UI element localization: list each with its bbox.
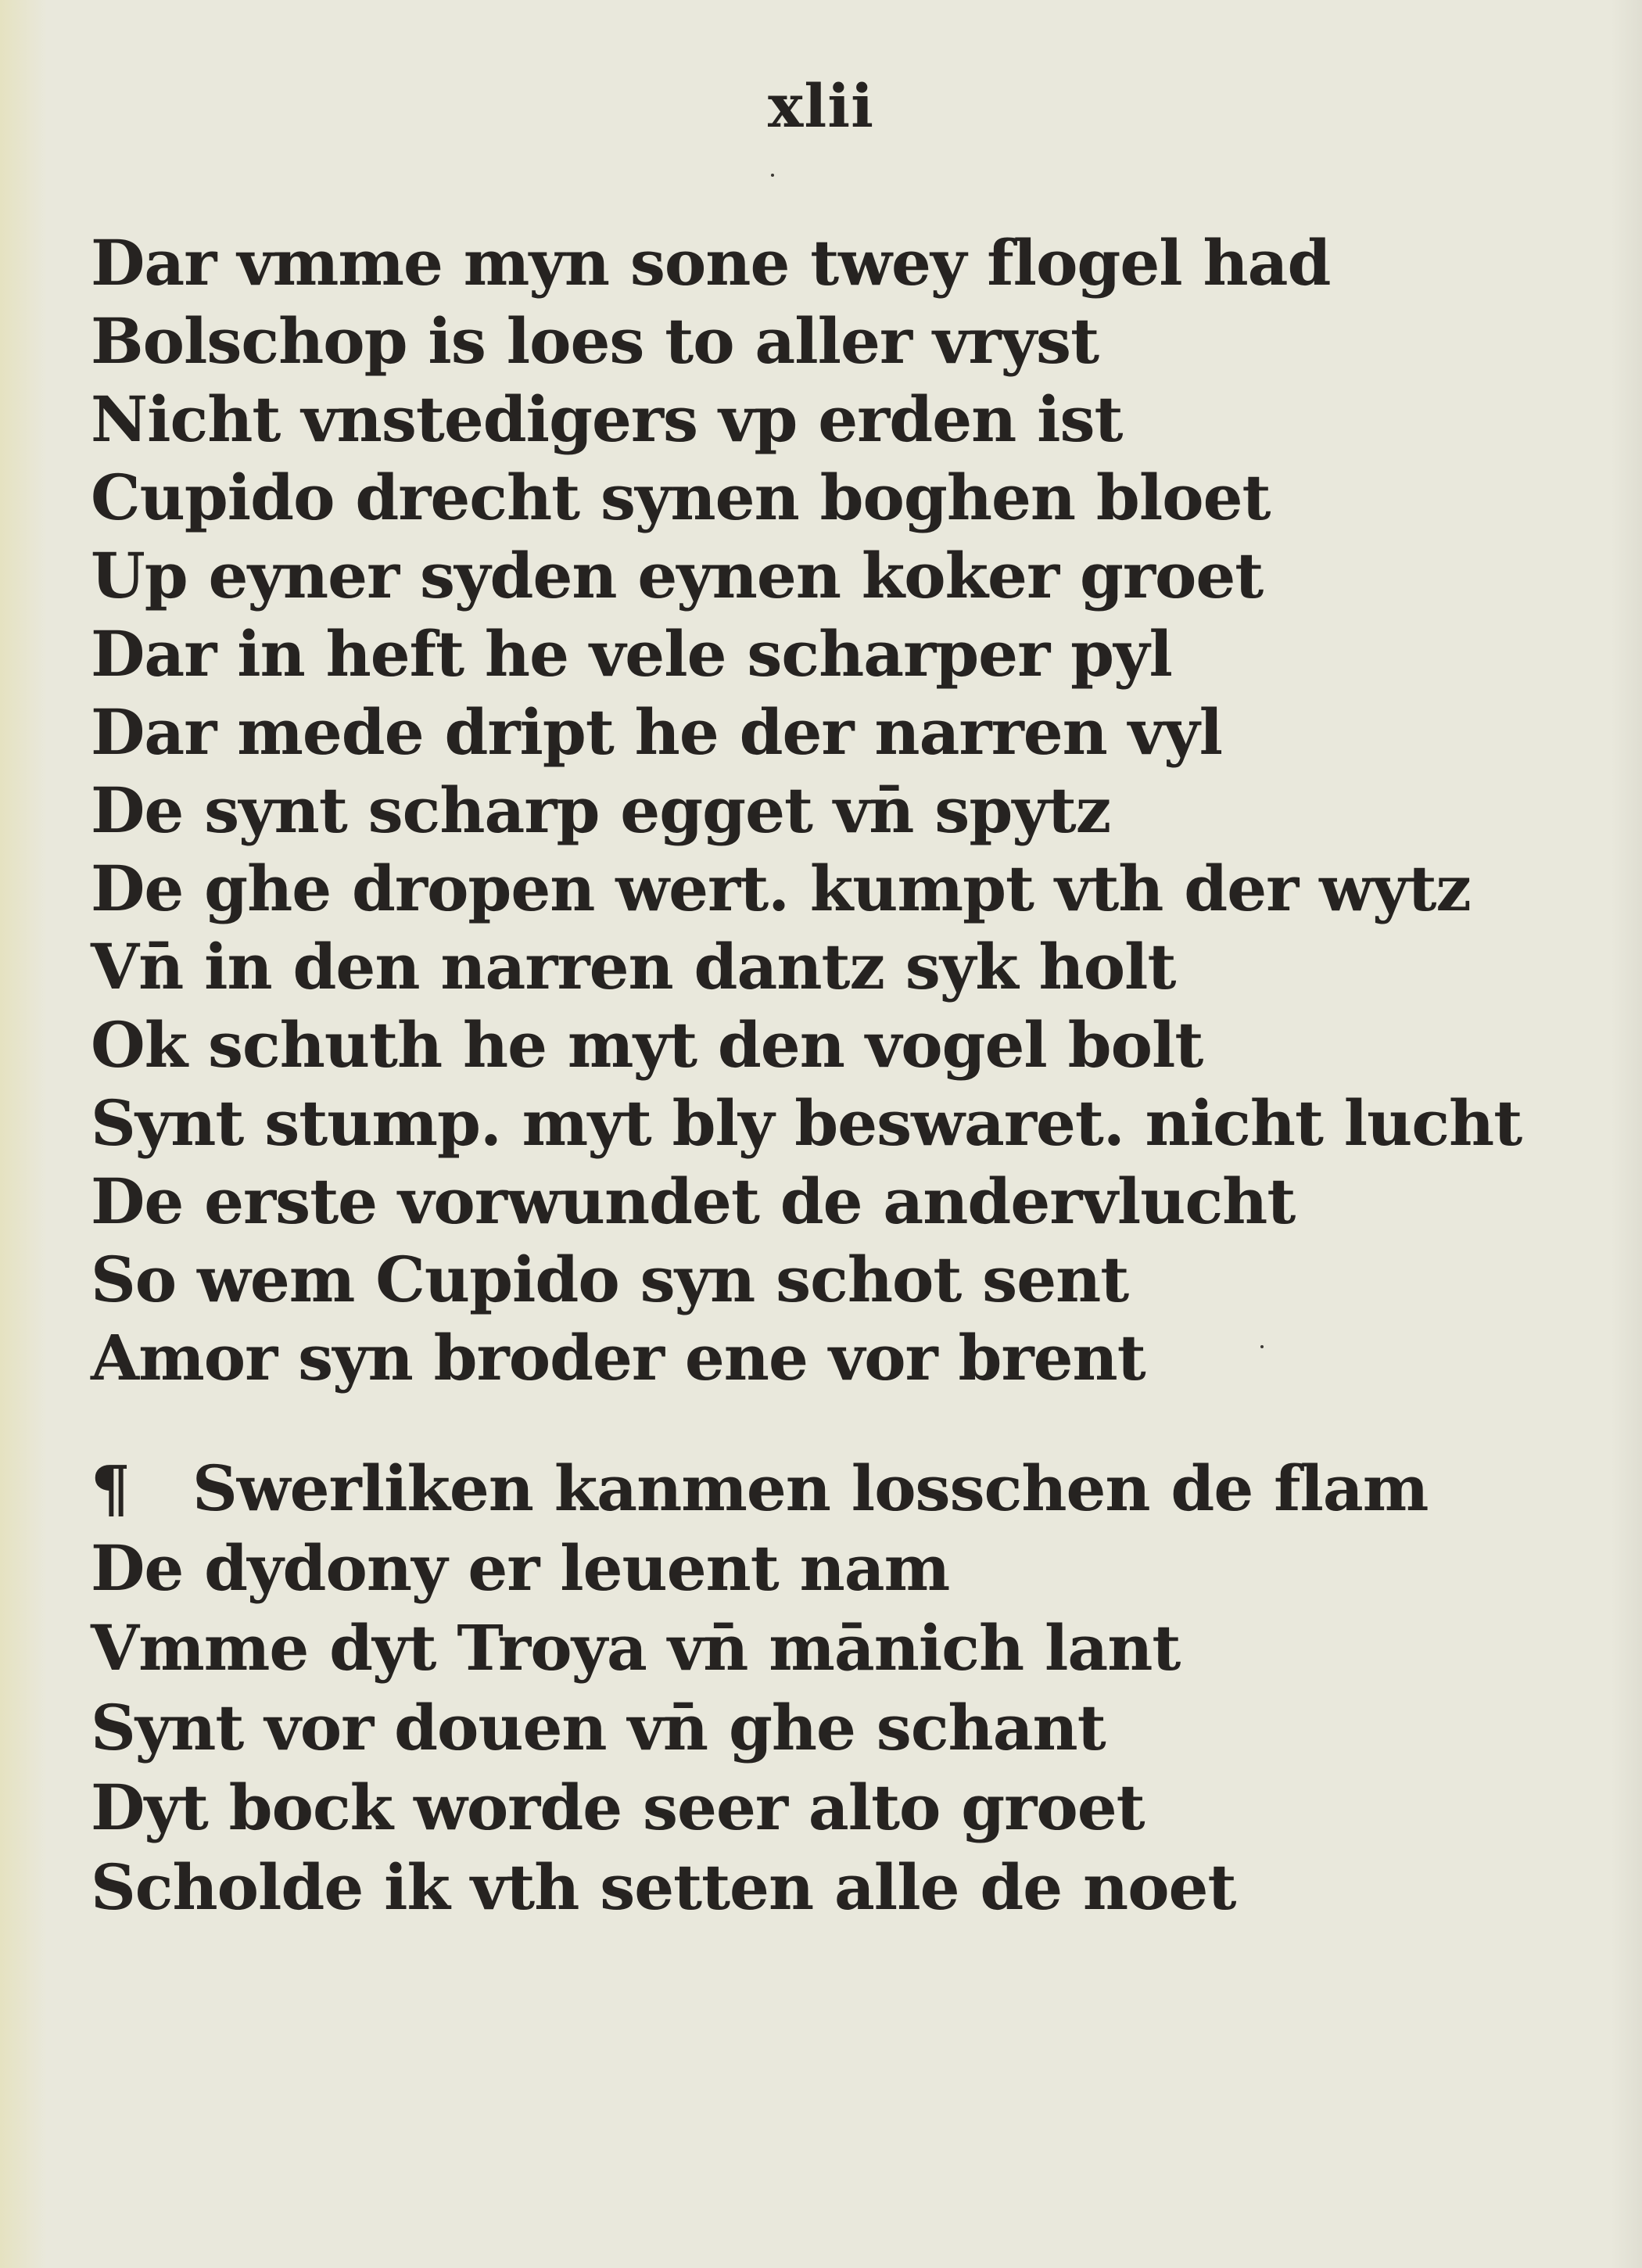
paper-speck <box>771 174 774 177</box>
verse-line: Cupido drecht synen boghen bloet <box>91 461 1271 534</box>
verse-line: Synt stump. myt bly beswaret. nicht lucht <box>91 1086 1522 1160</box>
paper-speck <box>1260 1345 1264 1348</box>
verse-line: Vn̄ in den narren dantz syk holt <box>91 930 1176 1003</box>
verse-line: De dydony er leuent nam <box>91 1531 950 1605</box>
verse-line-text: Swerliken kanmen losschen de flam <box>192 1452 1429 1525</box>
verse-line: De ghe dropen wert. kumpt vth der wytz <box>91 852 1471 925</box>
verse-line: Amor syn broder ene vor brent <box>91 1321 1145 1394</box>
page-number: xlii <box>768 71 874 141</box>
verse-line: Synt vor douen vn̄ ghe schant <box>91 1691 1106 1764</box>
verse-line: De synt scharp egget vn̄ spytz <box>91 773 1111 847</box>
verse-line: Dar in heft he vele scharper pyl <box>91 617 1172 691</box>
verse-stanza-2 <box>91 1448 1428 1927</box>
verse-line-first <box>91 1448 1428 1528</box>
verse-line: Vmme dyt Troya vn̄ mānich lant <box>91 1611 1181 1685</box>
verse-line: So wem Cupido syn schot sent <box>91 1243 1129 1316</box>
verse-line: Ok schuth he myt den vogel bolt <box>91 1008 1203 1082</box>
pilcrow-icon: ¶ <box>91 1452 130 1525</box>
verse-line: Up eyner syden eynen koker groet <box>91 539 1264 612</box>
verse-stanza-1 <box>91 224 1522 1397</box>
verse-line: Dyt bock worde seer alto groet <box>91 1771 1145 1844</box>
verse-line: Dar mede dript he der narren vyl <box>91 695 1222 769</box>
verse-line: Bolschop is loes to aller vryst <box>91 304 1099 378</box>
verse-line: De erste vorwundet de andervlucht <box>91 1165 1296 1238</box>
verse-line: Nicht vnstedigers vp erden ist <box>91 382 1123 456</box>
verse-line: Scholde ik vth setten alle de noet <box>91 1850 1236 1924</box>
verse-line: Dar vmme myn sone twey flogel had <box>91 226 1331 300</box>
